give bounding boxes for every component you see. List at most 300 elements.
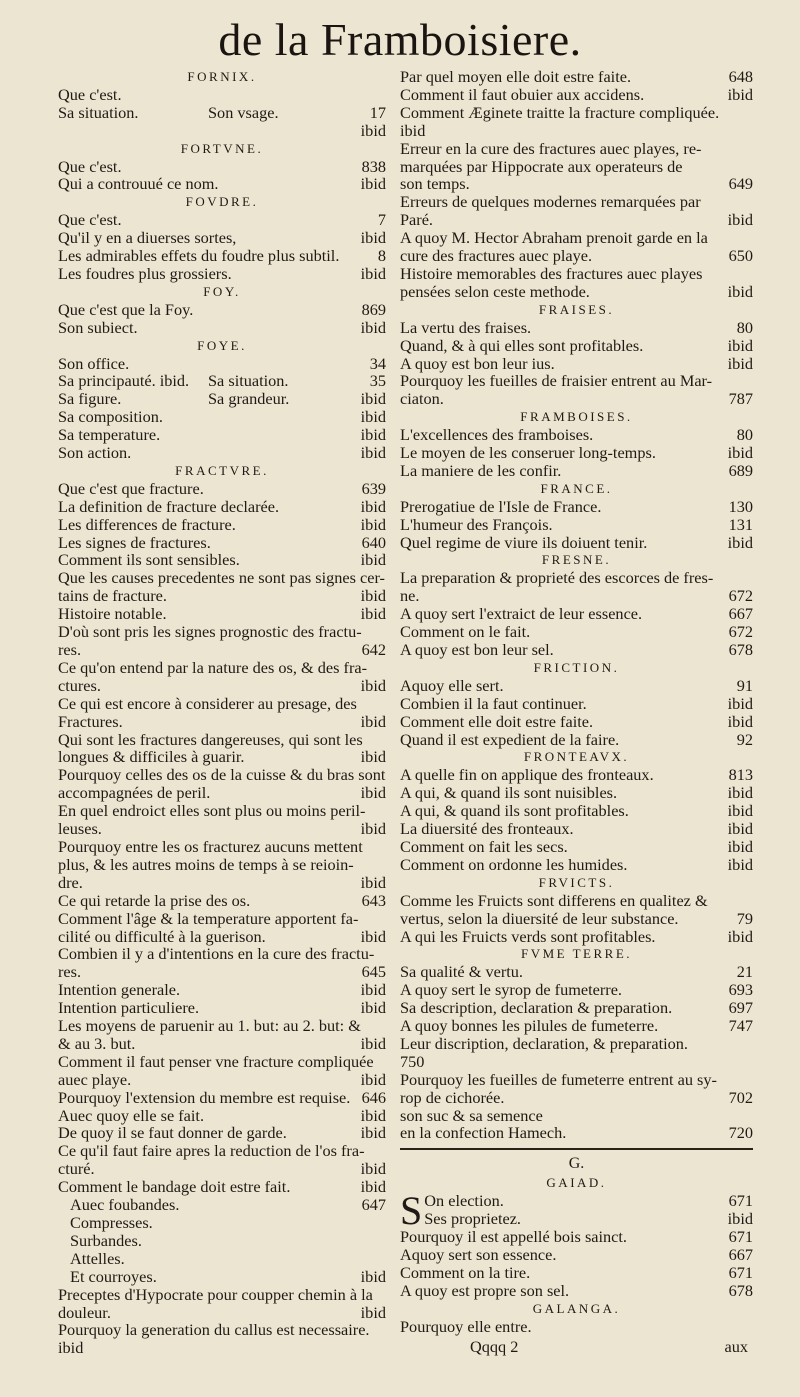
- page-ref: ibid: [360, 263, 386, 283]
- page-ref: 672: [728, 586, 753, 606]
- entry-text: Comment on fait les secs.: [400, 836, 568, 856]
- section-heading: FRAMBOISES.: [520, 409, 633, 425]
- index-entry: [400, 1246, 753, 1264]
- page-ref: 702: [728, 1087, 753, 1107]
- index-entry-line: [400, 158, 753, 176]
- index-entry: [400, 1282, 753, 1300]
- entry-text: Auec quoy elle se fait.: [58, 1105, 205, 1125]
- index-entry-line: [58, 963, 386, 981]
- index-entry-line: [400, 569, 753, 587]
- index-entry: [400, 641, 753, 659]
- section-heading: FRONTEAVX.: [523, 749, 630, 765]
- entry-text: A qui, & quand ils sont profitables.: [400, 801, 629, 821]
- page-ref: 671: [728, 1227, 753, 1247]
- index-entry: [400, 999, 753, 1017]
- index-entry: [424, 1210, 753, 1228]
- entry-text: plus, & les autres moins de temps à se reioin-: [58, 854, 354, 874]
- entry-text: Que c'est.: [58, 210, 122, 230]
- page-ref: 34: [369, 353, 386, 373]
- index-entry: [58, 426, 386, 444]
- index-entry-line: [58, 1286, 386, 1304]
- page-ref: 697: [728, 998, 753, 1018]
- entry-text: dre.: [58, 872, 83, 892]
- entry-text: Par quel moyen elle doit estre faite.: [400, 67, 632, 86]
- page-ref: ibid: [727, 443, 753, 463]
- section-heading: FRICTION.: [533, 659, 620, 675]
- entry-text: Aquoy sert son essence.: [400, 1245, 557, 1265]
- entry-text: ctures.: [58, 675, 101, 695]
- section-heading: FOYE.: [197, 337, 247, 353]
- entry-text: Combien il la faut continuer.: [400, 693, 587, 713]
- entry-text: Sa principauté. ibid.: [58, 371, 190, 391]
- page-ref: [747, 1053, 753, 1071]
- entry-text: Sa situation.: [58, 102, 139, 122]
- page-ref: [747, 1318, 753, 1336]
- page-ref: ibid: [360, 711, 386, 731]
- page-ref: ibid: [360, 1069, 386, 1089]
- page-ref: 21: [736, 962, 753, 982]
- page-ref: 91: [736, 675, 753, 695]
- page-ref: 643: [361, 890, 386, 910]
- entry-text: A qui, & quand ils sont nuisibles.: [400, 783, 618, 803]
- entry-text: En quel endroict elles sont plus ou moins peril-: [58, 801, 366, 821]
- index-entry: [58, 265, 386, 283]
- page-ref: ibid: [360, 425, 386, 445]
- index-entry-line: [400, 193, 753, 211]
- index-entry-line: [400, 122, 753, 140]
- index-column-left: [58, 68, 386, 1357]
- index-entry: [58, 1178, 386, 1196]
- entry-text: Ce qu'il faut faire apres la reduction de l'os fra-: [58, 1141, 365, 1161]
- index-entry: [58, 1214, 386, 1232]
- page-ref: 869: [361, 299, 386, 319]
- index-entry: [400, 355, 753, 373]
- index-entry: [400, 516, 753, 534]
- entry-text: La preparation & proprieté des escorces de fres-: [400, 568, 714, 588]
- section-heading: FORTVNE.: [180, 140, 264, 156]
- index-entry: [58, 158, 386, 176]
- entry-text: Histoire notable.: [58, 604, 167, 624]
- page-ref: ibid: [727, 801, 753, 821]
- section-heading: FRVICTS.: [538, 874, 615, 890]
- entry-text: Comment on ordonne les humides.: [400, 854, 628, 874]
- entry-text: L'excellences des framboises.: [400, 425, 594, 445]
- index-entry: [400, 677, 753, 695]
- page-ref: 787: [728, 389, 753, 409]
- entry-text: Sa figure.: [58, 389, 122, 409]
- entry-text: ibid: [400, 120, 426, 140]
- index-entry-line: [58, 856, 386, 874]
- index-entry: [400, 426, 753, 444]
- index-entry: [58, 1124, 386, 1142]
- page-ref: ibid: [360, 872, 386, 892]
- entry-text: Comme les Fruicts sont differens en qualitez &: [400, 890, 708, 910]
- index-entry: [58, 229, 386, 247]
- index-entry-line: [58, 748, 386, 766]
- entry-text: A qui les Fruicts verds sont profitables.: [400, 926, 656, 946]
- entry-text: ciaton.: [400, 389, 444, 409]
- entry-text: Compresses.: [70, 1213, 153, 1232]
- section-heading: GALANGA.: [532, 1300, 621, 1316]
- entry-text: cure des fractures auec playe.: [400, 246, 593, 266]
- page-ref: 645: [361, 962, 386, 982]
- page-ref: 639: [361, 478, 386, 498]
- page-ref: 649: [728, 174, 753, 194]
- entry-text: Son subiect.: [58, 317, 138, 337]
- entry-text: A quoy est bon leur ius.: [400, 353, 555, 373]
- entry-text: en la confection Hamech.: [400, 1123, 567, 1143]
- entry-text: Les foudres plus grossiers.: [58, 263, 232, 283]
- entry-text: Sa situation.: [208, 371, 289, 391]
- index-entry: [58, 1250, 386, 1268]
- page-ref: 689: [728, 460, 753, 480]
- index-entry: [58, 175, 386, 193]
- page-ref: 678: [728, 640, 753, 659]
- index-entry: [58, 122, 386, 140]
- entry-text: Son action.: [58, 443, 132, 463]
- page-ref: ibid: [360, 443, 386, 463]
- page-ref: [747, 122, 753, 140]
- entry-text: ibid: [58, 1338, 84, 1358]
- index-entry-line: [58, 1071, 386, 1089]
- page-ref: ibid: [727, 836, 753, 856]
- entry-text: Qui sont les fractures dangereuses, qui sont les: [58, 729, 363, 749]
- entry-text: Comment on le fait.: [400, 622, 531, 642]
- entry-text: Fractures.: [58, 711, 123, 731]
- entry-text: Comment elle doit estre faite.: [400, 711, 594, 731]
- index-entry-line: [400, 1124, 753, 1142]
- entry-text: & au 3. but.: [58, 1033, 136, 1053]
- page-ref: ibid: [727, 353, 753, 373]
- page-ref: ibid: [360, 317, 386, 337]
- entry-text: Preceptes d'Hypocrate pour coupper chemin à la: [58, 1284, 373, 1304]
- entry-text: pensées selon ceste methode.: [400, 281, 590, 301]
- page-ref: ibid: [360, 550, 386, 570]
- index-entry: [58, 319, 386, 337]
- entry-text: A quoy est bon leur sel.: [400, 640, 554, 659]
- index-entry-line: [400, 390, 753, 408]
- page-ref: ibid: [360, 1177, 386, 1197]
- index-entry-line: [400, 892, 753, 910]
- index-entry-line: [58, 1160, 386, 1178]
- page-ref: ibid: [360, 1123, 386, 1143]
- entry-text: Attelles.: [70, 1248, 125, 1268]
- drop-capital: S: [400, 1188, 423, 1234]
- page-ref: 640: [361, 532, 386, 552]
- page-ref: 667: [728, 1245, 753, 1265]
- entry-text: Combien il y a d'intentions en la cure des fractu-: [58, 944, 375, 964]
- index-entry-line: [400, 104, 753, 122]
- entry-text: Les differences de fracture.: [58, 514, 236, 534]
- entry-text: Quel regime de viure ils doiuent tenir.: [400, 532, 648, 552]
- page-ref: ibid: [727, 210, 753, 230]
- entry-text: son temps.: [400, 174, 470, 194]
- page-ref: 130: [728, 496, 753, 516]
- entry-text: marquées par Hippocrate aux operateurs de: [400, 156, 683, 176]
- index-entry: [58, 981, 386, 999]
- index-entry: [58, 301, 386, 319]
- entry-text: Que c'est.: [58, 84, 122, 104]
- index-entry: [400, 963, 753, 981]
- entry-text: Quand il est expedient de la faire.: [400, 729, 620, 749]
- entry-text: Qui a controuué ce nom.: [58, 174, 219, 194]
- page-ref: 667: [728, 604, 753, 624]
- index-entry-line: [58, 766, 386, 784]
- index-entry-line: [400, 283, 753, 301]
- entry-text: son suc & sa semence: [400, 1105, 543, 1125]
- index-entry: [58, 516, 386, 534]
- entry-text: Pourquoy il est appellé bois sainct.: [400, 1227, 627, 1247]
- index-entry: [58, 372, 386, 390]
- entry-text: Aquoy elle sert.: [400, 675, 504, 695]
- page-ref: 646: [361, 1087, 386, 1107]
- index-entry-line: [58, 731, 386, 749]
- entry-text: La vertu des fraises.: [400, 317, 532, 337]
- page-ref: ibid: [727, 783, 753, 803]
- page-ref: ibid: [727, 532, 753, 552]
- entry-text: Son vsage.: [208, 102, 279, 122]
- entry-text: Pourquoy l'extension du membre est requise.: [58, 1087, 351, 1107]
- index-entry: [58, 892, 386, 910]
- index-entry-line: [58, 1053, 386, 1071]
- entry-text: ne.: [400, 586, 420, 606]
- entry-text: douleur.: [58, 1302, 111, 1322]
- entry-text: Le moyen de les conseruer long-temps.: [400, 443, 656, 463]
- entry-text: accompagnées de peril.: [58, 783, 211, 803]
- entry-text: Pourquoy les fueilles de fumeterre entrent au sy-: [400, 1069, 717, 1089]
- entry-text: A quoy sert le syrop de fumeterre.: [400, 980, 622, 1000]
- index-entry-line: [58, 945, 386, 963]
- entry-text: Ce qu'on entend par la nature des os, & des fra-: [58, 657, 368, 677]
- entry-text: Comment il faut penser vne fracture compliquée: [58, 1051, 374, 1071]
- entry-text: Sa composition.: [58, 407, 163, 427]
- entry-text: Comment Æginete traitte la fracture compliquée.: [400, 102, 720, 122]
- page-ref: ibid: [360, 496, 386, 516]
- index-entry: [58, 1107, 386, 1125]
- index-entry: [400, 713, 753, 731]
- entry-text: Intention particuliere.: [58, 998, 200, 1018]
- index-entry: [400, 86, 753, 104]
- entry-text: cilité ou difficulté à la guerison.: [58, 926, 266, 946]
- entry-text: tains de fracture.: [58, 586, 167, 606]
- index-entry: [400, 1017, 753, 1035]
- page-ref: ibid: [360, 228, 386, 248]
- index-entry: [58, 86, 386, 104]
- index-entry-line: [400, 1053, 753, 1071]
- entry-text: Qu'il y en a diuerses sortes,: [58, 228, 237, 248]
- signature-mark: Qqqq 2: [470, 1336, 519, 1356]
- index-entry: [58, 1232, 386, 1250]
- index-entry-line: [400, 247, 753, 265]
- index-entry: [58, 534, 386, 552]
- index-entry: [400, 319, 753, 337]
- page-ref: ibid: [360, 980, 386, 1000]
- entry-text: D'où sont pris les signes prognostic des fractu-: [58, 622, 362, 642]
- entry-text: Surbandes.: [70, 1230, 142, 1250]
- index-entry: [58, 551, 386, 569]
- page-ref: ibid: [360, 407, 386, 427]
- section-heading: FRACTVRE.: [175, 462, 269, 478]
- index-entry-line: [58, 623, 386, 641]
- index-entry-line: [400, 140, 753, 158]
- entry-text: L'humeur des François.: [400, 514, 553, 534]
- index-entry-line: [400, 372, 753, 390]
- page-ref: 813: [728, 765, 753, 785]
- index-entry-line: [58, 1304, 386, 1322]
- entry-text: cturé.: [58, 1159, 95, 1179]
- index-entry: [400, 731, 753, 749]
- index-entry-line: [58, 713, 386, 731]
- index-entry: [58, 355, 386, 373]
- entry-text: Pourquoy celles des os de la cuisse & du bras sont: [58, 765, 386, 785]
- entry-text: Leur discription, declaration, & preparation.: [400, 1033, 688, 1053]
- index-entry: [400, 928, 753, 946]
- page-ref: ibid: [360, 1302, 386, 1322]
- page-ref: 131: [728, 514, 753, 534]
- entry-text: Comment il faut obuier aux accidens.: [400, 84, 645, 104]
- entry-text: Sa description, declaration & preparation.: [400, 998, 673, 1018]
- index-entry: [58, 1268, 386, 1286]
- index-entry: [58, 480, 386, 498]
- index-entry: [400, 838, 753, 856]
- entry-text: Son office.: [58, 353, 130, 373]
- page-ref: ibid: [727, 711, 753, 731]
- entry-text: Comment ils sont sensibles.: [58, 550, 240, 570]
- page-ref: ibid: [360, 675, 386, 695]
- entry-text: A quoy est propre son sel.: [400, 1281, 570, 1300]
- page-ref: 720: [728, 1123, 753, 1143]
- entry-text: Les signes de fractures.: [58, 532, 211, 552]
- entry-text: Pourquoy les fueilles de fraisier entrent au Mar-: [400, 371, 713, 391]
- page-ref: 647: [361, 1195, 386, 1215]
- index-entry: [424, 1192, 753, 1210]
- page-ref: ibid: [360, 926, 386, 946]
- entry-text: Que c'est que la Foy.: [58, 299, 194, 319]
- entry-text: Comment on la tire.: [400, 1263, 531, 1283]
- entry-text: Auec foubandes.: [70, 1195, 180, 1215]
- entry-text: 750: [400, 1051, 425, 1071]
- entry-text: Sa qualité & vertu.: [400, 962, 523, 982]
- index-entry: [400, 695, 753, 713]
- index-entry: [58, 104, 386, 122]
- index-entry: [58, 247, 386, 265]
- entry-text: auec playe.: [58, 1069, 132, 1089]
- index-entry: [400, 605, 753, 623]
- entry-text: Que les causes precedentes ne sont pas signes cer-: [58, 568, 385, 588]
- index-entry-line: [58, 820, 386, 838]
- page-ref: 17: [369, 102, 386, 122]
- entry-text: vertus, selon la diuersité de leur substance.: [400, 908, 679, 928]
- index-entry-line: [58, 874, 386, 892]
- page-ref: ibid: [360, 998, 386, 1018]
- index-entry-line: [400, 211, 753, 229]
- section-heading: FRANCE.: [540, 480, 613, 496]
- index-entry: [400, 784, 753, 802]
- entry-text: Sa temperature.: [58, 425, 161, 445]
- page-ref: 838: [361, 156, 386, 176]
- index-entry-line: [58, 659, 386, 677]
- entry-text: Les admirables effets du foudre plus subtil.: [58, 246, 340, 266]
- index-entry: [58, 1196, 386, 1214]
- page-ref: ibid: [360, 1105, 386, 1125]
- page-ref: [380, 1232, 386, 1250]
- index-entry: [400, 498, 753, 516]
- index-entry: [400, 1264, 753, 1282]
- entry-text: Et courroyes.: [70, 1266, 157, 1286]
- page-ref: ibid: [360, 586, 386, 606]
- entry-text: Sa grandeur.: [208, 389, 290, 409]
- entry-text: Comment l'âge & la temperature apportent fa-: [58, 908, 359, 928]
- index-entry-line: [400, 1089, 753, 1107]
- page-ref: 35: [369, 371, 386, 391]
- letter-heading: G.: [568, 1155, 585, 1173]
- index-entry: [400, 981, 753, 999]
- page-ref: 671: [728, 1263, 753, 1283]
- page-ref: ibid: [360, 819, 386, 839]
- index-entry-line: [58, 928, 386, 946]
- entry-text: A quoy sert l'extraict de leur essence.: [400, 604, 643, 624]
- index-entry: [58, 444, 386, 462]
- page-ref: ibid: [727, 335, 753, 355]
- index-entry: [58, 999, 386, 1017]
- entry-text: Erreur en la cure des fractures auec playes, re-: [400, 138, 702, 158]
- page-ref: 92: [736, 729, 753, 749]
- index-entry-line: [400, 1071, 753, 1089]
- index-entry-line: [58, 569, 386, 587]
- index-entry-line: [400, 229, 753, 247]
- index-entry-line: [58, 677, 386, 695]
- section-heading: GAIAD.: [546, 1175, 607, 1191]
- entry-text: res.: [58, 962, 82, 982]
- entry-text: On election.: [424, 1191, 504, 1211]
- page-ref: ibid: [727, 693, 753, 713]
- page-ref: 650: [728, 246, 753, 266]
- entry-text: La definition de fracture declarée.: [58, 496, 280, 516]
- page-ref: 693: [728, 980, 753, 1000]
- page-ref: 80: [736, 425, 753, 445]
- page-ref: 671: [728, 1191, 753, 1211]
- page-ref: 672: [728, 622, 753, 642]
- page-ref: ibid: [360, 783, 386, 803]
- index-entry-line: [400, 587, 753, 605]
- entry-text: leuses.: [58, 819, 102, 839]
- page-ref: ibid: [360, 174, 386, 194]
- page-ref: 678: [728, 1281, 753, 1300]
- entry-text: longues & difficiles à guarir.: [58, 747, 245, 767]
- page-ref: ibid: [727, 819, 753, 839]
- section-heading: FOVDRE.: [185, 194, 259, 210]
- page-ref: ibid: [727, 1209, 753, 1229]
- index-entry-line: [58, 802, 386, 820]
- page-ref: ibid: [360, 604, 386, 624]
- section-heading: FRESNE.: [541, 552, 612, 568]
- section-divider: [400, 1148, 753, 1150]
- entry-text: Pourquoy entre les os fracturez aucuns mettent: [58, 836, 363, 856]
- index-entry: [400, 1228, 753, 1246]
- catchword: aux: [724, 1336, 748, 1356]
- index-entry: [400, 802, 753, 820]
- index-column-right: [400, 68, 753, 1356]
- page-ref: ibid: [360, 1159, 386, 1179]
- page-ref: [380, 1214, 386, 1232]
- entry-text: res.: [58, 640, 82, 659]
- index-entry-line: [58, 1321, 386, 1339]
- entry-text: Pourquoy la generation du callus est necessaire.: [58, 1320, 370, 1340]
- page-ref: ibid: [360, 747, 386, 767]
- index-entry: [58, 605, 386, 623]
- entry-text: Histoire memorables des fractures auec playes: [400, 263, 703, 283]
- page-ref: ibid: [727, 926, 753, 946]
